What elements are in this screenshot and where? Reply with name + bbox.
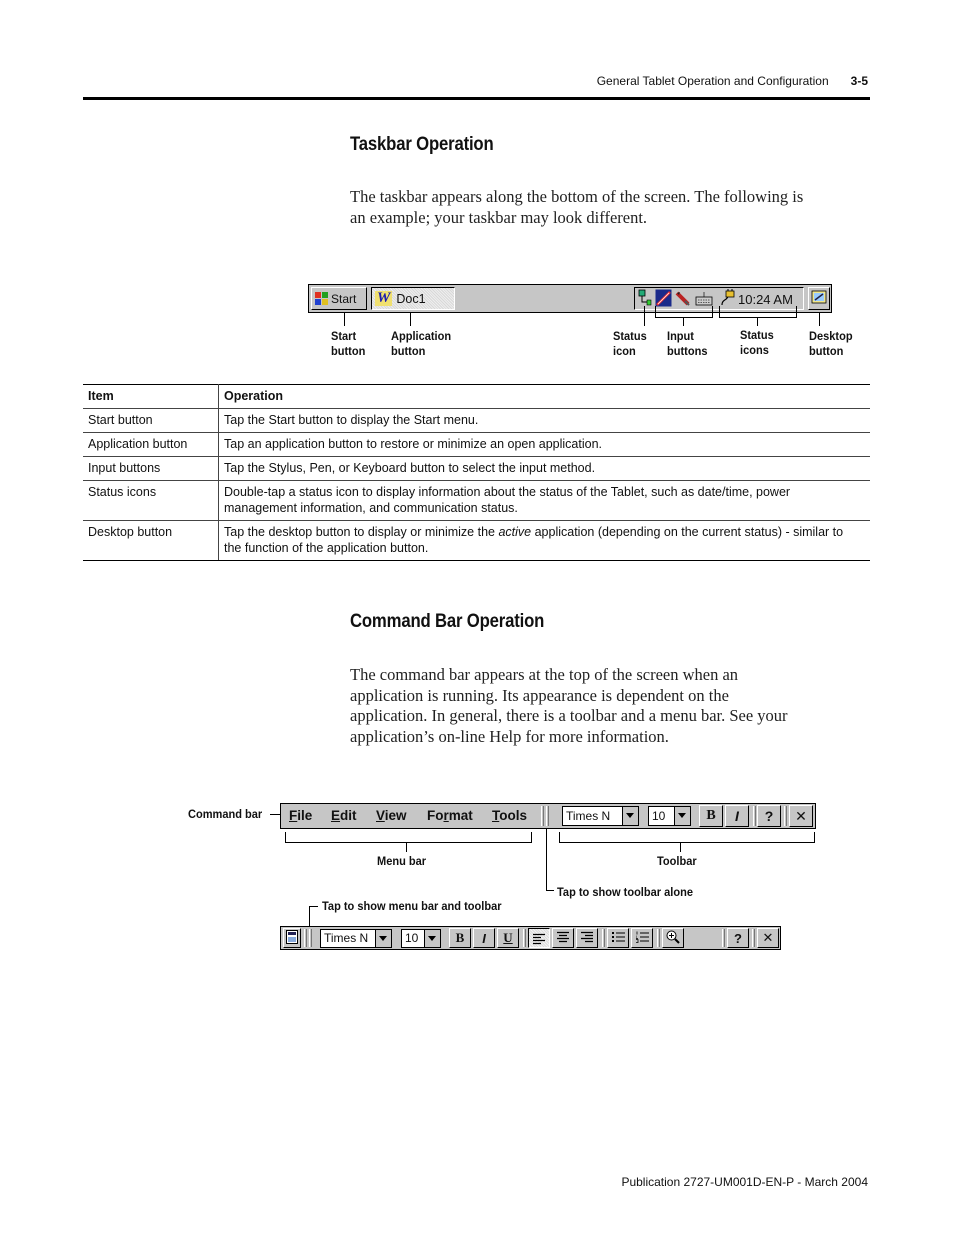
callout-bracket xyxy=(285,842,532,843)
label-command-bar: Command bar xyxy=(188,807,263,821)
pen-input-icon[interactable] xyxy=(675,289,691,307)
stylus-input-icon[interactable] xyxy=(655,289,672,307)
help-button[interactable]: ? xyxy=(727,928,749,948)
callout-bracket xyxy=(719,317,797,318)
paragraph-line: an example; your taskbar may look different. xyxy=(350,207,648,227)
menu-file[interactable]: File xyxy=(289,808,313,823)
operation-cell: Tap the Stylus, Pen, or Keyboard button to select the input method. xyxy=(219,457,871,481)
grip-handle[interactable] xyxy=(546,806,549,826)
italic-button[interactable]: I xyxy=(473,928,495,948)
callout-line xyxy=(757,317,758,326)
underline-button[interactable]: U xyxy=(497,928,519,948)
paragraph-line: The taskbar appears along the bottom of the screen. The following is xyxy=(350,187,804,206)
callout-bracket xyxy=(814,832,815,843)
align-left-icon xyxy=(533,932,545,950)
header-title: General Tablet Operation and Configuration xyxy=(596,74,829,88)
show-menu-button[interactable] xyxy=(283,928,301,948)
chevron-down-icon xyxy=(424,930,440,947)
grip-handle[interactable] xyxy=(304,929,307,947)
zoom-button[interactable] xyxy=(662,928,684,948)
command-bar-heading: Command Bar Operation xyxy=(350,611,545,632)
bold-button[interactable]: B xyxy=(449,928,471,948)
label-desktop-button: Desktop button xyxy=(809,329,853,358)
item-cell: Start button xyxy=(83,409,219,433)
operations-table xyxy=(83,384,870,561)
align-left-button[interactable] xyxy=(528,928,550,948)
menu-format[interactable]: Format xyxy=(427,808,473,823)
callout-line xyxy=(410,313,411,326)
header-rule xyxy=(83,97,870,100)
table-header-row xyxy=(83,385,870,409)
align-center-icon xyxy=(557,931,569,946)
close-button[interactable] xyxy=(789,805,813,827)
separator xyxy=(752,929,755,947)
align-center-button[interactable] xyxy=(552,928,574,948)
paragraph-line: The command bar appears at the top of the screen when an xyxy=(350,665,739,684)
chevron-down-icon xyxy=(375,930,391,947)
power-status-icon[interactable] xyxy=(719,289,736,307)
italic-button[interactable]: I xyxy=(725,805,749,827)
separator xyxy=(523,929,526,947)
menu-toggle-icon xyxy=(286,930,298,947)
align-right-button[interactable] xyxy=(576,928,598,948)
item-cell: Application button xyxy=(83,433,219,457)
paragraph-line: application is running. Its appearance is dependent on the xyxy=(350,685,729,705)
item-cell: Input buttons xyxy=(83,457,219,481)
taskbar-heading: Taskbar Operation xyxy=(350,134,494,155)
label-input-buttons: Input buttons xyxy=(667,329,708,358)
footer-publication: Publication 2727-UM001D-EN-P - March 2004 xyxy=(621,1175,868,1189)
font-size-select[interactable]: 10 xyxy=(648,806,691,826)
desktop-icon xyxy=(811,289,827,308)
item-cell: Desktop button xyxy=(83,521,219,561)
label-start-button: Start button xyxy=(331,329,366,358)
bold-button[interactable]: B xyxy=(699,805,723,827)
label-toolbar: Toolbar xyxy=(657,854,697,868)
separator xyxy=(784,806,787,826)
start-button[interactable] xyxy=(311,287,367,310)
callout-bracket xyxy=(531,832,532,843)
zoom-icon xyxy=(666,930,680,947)
column-header-item: Item xyxy=(83,385,219,409)
chevron-down-icon xyxy=(674,807,690,825)
separator xyxy=(753,806,756,826)
callout-line xyxy=(344,313,345,326)
align-right-icon xyxy=(581,931,593,946)
desktop-button[interactable] xyxy=(808,287,830,310)
label-menu-bar: Menu bar xyxy=(377,854,427,868)
close-icon: ✕ xyxy=(762,930,774,945)
font-name-select[interactable]: Times N xyxy=(320,929,392,948)
command-bar-figure xyxy=(280,803,816,829)
callout-bracket xyxy=(655,317,713,318)
label-menu-and-toolbar: Tap to show menu bar and toolbar xyxy=(322,899,502,913)
separator xyxy=(722,929,725,947)
menu-edit[interactable]: Edit xyxy=(331,808,357,823)
callout-bracket xyxy=(559,842,815,843)
callout-bracket xyxy=(796,306,797,318)
operation-cell: Tap the Start button to display the Start menu. xyxy=(219,409,871,433)
operation-cell: Tap the desktop button to display or minimize the active application (depending on the current status) - similar to the function of the application button. xyxy=(219,521,871,561)
item-cell: Status icons xyxy=(83,481,219,521)
close-button[interactable] xyxy=(757,928,779,948)
callout-line xyxy=(270,814,280,815)
table-row xyxy=(83,409,870,433)
font-name-select[interactable]: Times N xyxy=(562,806,639,826)
command-bar-paragraph xyxy=(350,665,788,747)
callout-line xyxy=(546,890,554,891)
separator xyxy=(657,929,660,947)
table-row xyxy=(83,433,870,457)
operation-cell: Double-tap a status icon to display information about the status of the Tablet, such as date/time, power management information, and communication status. xyxy=(219,481,871,521)
callout-line xyxy=(680,842,681,852)
label-status-icon: Status icon xyxy=(613,329,647,358)
taskbar-paragraph xyxy=(350,187,803,228)
menu-view[interactable]: View xyxy=(376,808,407,823)
callout-line xyxy=(683,317,684,326)
callout-line xyxy=(309,906,318,907)
bulleted-list-icon xyxy=(612,931,625,946)
column-header-operation: Operation xyxy=(219,385,871,409)
close-icon: ✕ xyxy=(795,807,807,824)
operation-cell: Tap an application button to restore or minimize an open application. xyxy=(219,433,871,457)
numbering-button[interactable] xyxy=(631,928,653,948)
label-status-icons: Status icons xyxy=(740,328,774,357)
paragraph-line: application’s on-line Help for more information. xyxy=(350,726,669,746)
clock-time[interactable]: 10:24 AM xyxy=(738,292,793,307)
network-status-icon[interactable] xyxy=(638,289,652,307)
grip-handle[interactable] xyxy=(541,806,544,826)
label-toolbar-alone: Tap to show toolbar alone xyxy=(557,885,693,899)
callout-line xyxy=(819,313,820,326)
page-number: 3-5 xyxy=(850,74,868,88)
bullets-button[interactable] xyxy=(607,928,629,948)
help-button[interactable]: ? xyxy=(757,805,781,827)
menu-tools[interactable]: Tools xyxy=(492,808,528,823)
separator xyxy=(602,929,605,947)
table-row xyxy=(83,521,870,561)
word-icon: W xyxy=(377,290,391,306)
callout-line xyxy=(406,842,407,852)
application-button-doc1[interactable] xyxy=(371,287,455,310)
taskbar-figure xyxy=(308,284,832,313)
grip-handle[interactable] xyxy=(309,929,312,947)
numbered-list-icon xyxy=(636,931,649,946)
table-row xyxy=(83,457,870,481)
toolbar-only-figure xyxy=(280,926,781,950)
callout-bracket xyxy=(712,306,713,318)
application-label: Doc1 xyxy=(396,291,426,306)
running-header xyxy=(597,74,868,88)
keyboard-input-icon[interactable] xyxy=(695,291,713,307)
table-row xyxy=(83,481,870,521)
font-size-select[interactable]: 10 xyxy=(401,929,441,948)
windows-logo-icon xyxy=(315,292,328,305)
chevron-down-icon xyxy=(622,807,638,825)
callout-line xyxy=(309,906,310,928)
callout-line xyxy=(546,829,547,891)
start-label: Start xyxy=(331,291,357,306)
label-application-button: Application button xyxy=(391,329,452,358)
paragraph-line: application. In general, there is a toolbar and a menu bar. See your xyxy=(350,706,788,725)
callout-line xyxy=(644,306,645,326)
